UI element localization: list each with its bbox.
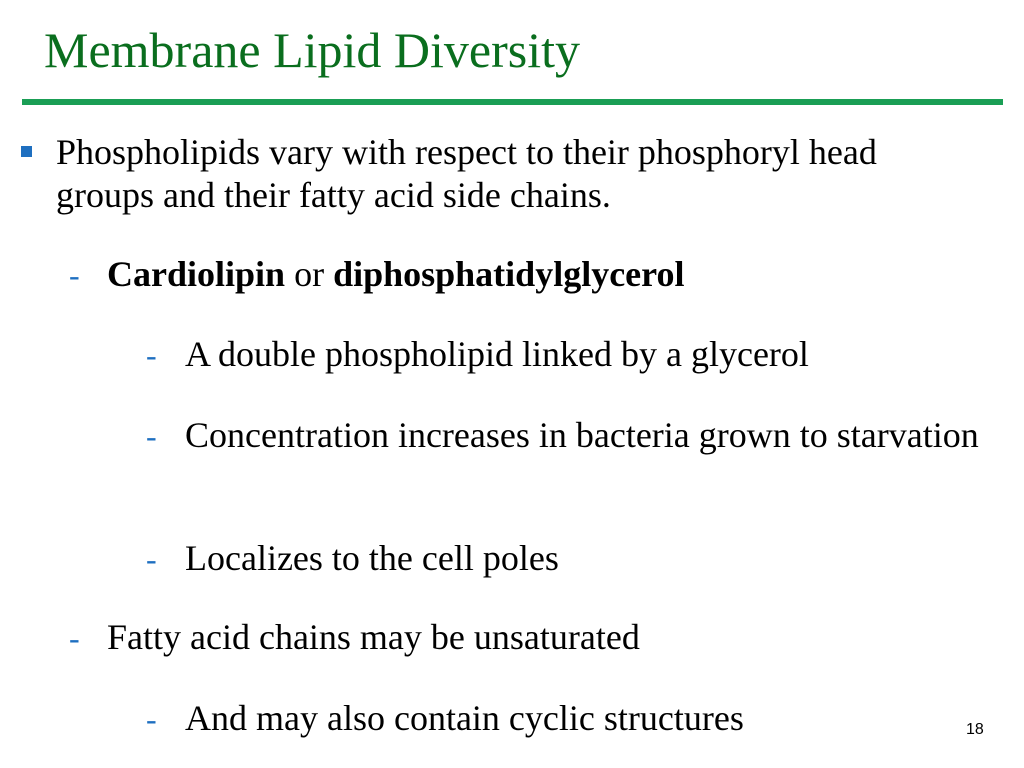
connector-or: or — [285, 254, 334, 294]
dash-bullet-icon: - — [146, 337, 157, 373]
dash-bullet-icon: - — [146, 541, 157, 577]
sub-bullet-cardiolipin — [107, 253, 987, 296]
title-underline — [22, 99, 1003, 105]
sub-bullet-fatty-acid-chains: Fatty acid chains may be unsaturated — [107, 617, 640, 657]
slide-title: Membrane Lipid Diversity — [44, 22, 580, 78]
dash-bullet-icon: - — [69, 620, 80, 656]
sub-sub-bullet-cyclic-structures: And may also contain cyclic structures — [185, 698, 744, 738]
sub-sub-bullet-double-phospholipid: A double phospholipid linked by a glycerol — [185, 334, 809, 374]
page-number: 18 — [966, 721, 984, 738]
sub-sub-bullet-concentration: Concentration increases in bacteria grown to starvation — [185, 415, 979, 455]
sub-sub-bullet-cell-poles: Localizes to the cell poles — [185, 538, 559, 578]
square-bullet-icon — [21, 146, 32, 157]
bullet-phospholipids: Phospholipids vary with respect to their phosphoryl head groups and their fatty acid side chains. — [56, 132, 877, 215]
term-diphosphatidylglycerol: diphosphatidylglycerol — [333, 254, 685, 294]
dash-bullet-icon: - — [146, 701, 157, 737]
term-cardiolipin: Cardiolipin — [107, 254, 286, 294]
dash-bullet-icon: - — [146, 418, 157, 454]
dash-bullet-icon: - — [69, 257, 80, 293]
